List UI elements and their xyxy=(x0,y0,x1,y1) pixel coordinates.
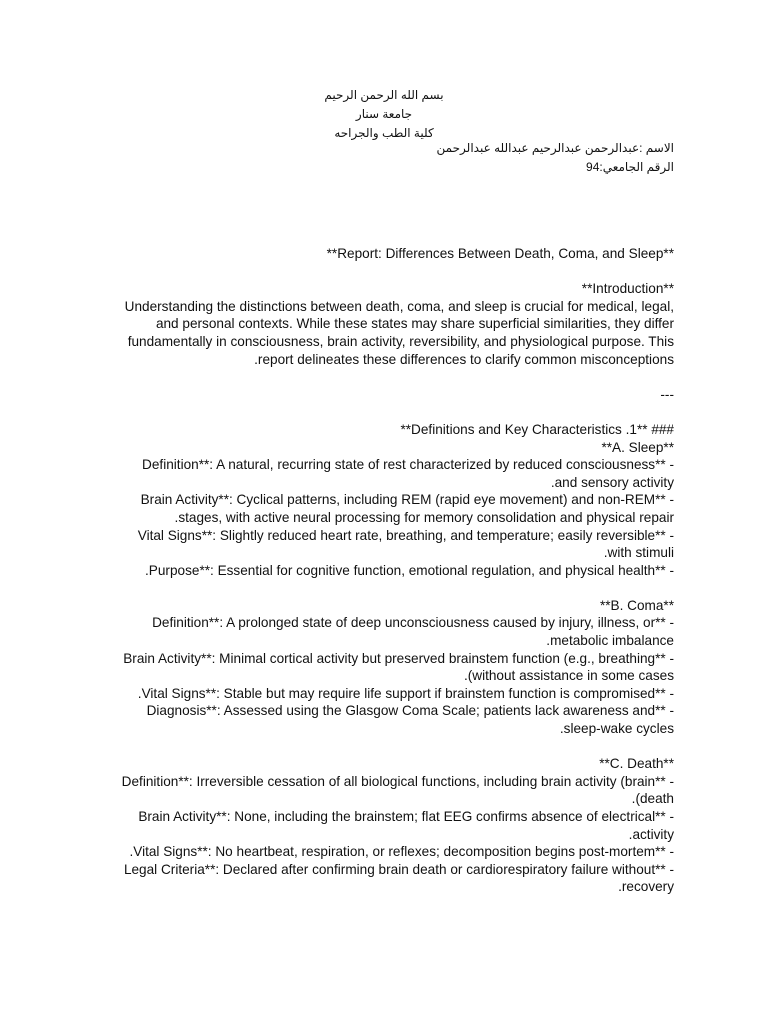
sleep-heading: **A. Sleep** xyxy=(601,439,674,455)
death-line: .activity xyxy=(628,826,674,842)
document-header xyxy=(0,86,768,143)
student-info xyxy=(437,139,674,177)
basmala: بسم الله الرحمن الرحيم xyxy=(324,88,444,102)
intro-line: Understanding the distinctions between death, coma, and sleep is crucial for medical, legal, xyxy=(124,298,674,314)
coma-line: Brain Activity**: Minimal cortical activity but preserved brainstem function (e.g., breathing** - xyxy=(123,650,674,666)
death-line: .recovery xyxy=(618,879,674,895)
coma-line: Definition**: A prolonged state of deep unconsciousness caused by injury, illness, or** - xyxy=(152,615,674,631)
sleep-line: .with stimuli xyxy=(603,545,674,561)
death-line: .(death xyxy=(631,791,674,807)
death-line: Legal Criteria**: Declared after confirming brain death or cardiorespiratory failure without** - xyxy=(123,861,674,877)
university-name: جامعة سنار xyxy=(355,107,413,121)
sleep-line: .and sensory activity xyxy=(550,474,674,490)
sleep-line: Brain Activity**: Cyclical patterns, including REM (rapid eye movement) and non-REM** - xyxy=(140,492,674,508)
report-title: **Report: Differences Between Death, Coma, and Sleep** xyxy=(326,246,674,261)
sleep-line: .stages, with active neural processing for memory consolidation and physical repair xyxy=(174,509,674,525)
intro-line: fundamentally in consciousness, brain activity, reversibility, and physiological purpose. This xyxy=(127,333,674,349)
intro-line: .report delineates these differences to clarify common misconceptions xyxy=(254,351,674,367)
sleep-line: Definition**: A natural, recurring state of rest characterized by reduced consciousness** - xyxy=(142,457,674,473)
coma-line: .Vital Signs**: Stable but may require life support if brainstem function is compromised** - xyxy=(137,685,674,701)
intro-line: and personal contexts. While these states may share superficial similarities, they differ xyxy=(155,316,674,332)
intro-heading: **Introduction** xyxy=(581,281,674,297)
death-line: .Vital Signs**: No heartbeat, respiration, or reflexes; decomposition begins post-mortem** - xyxy=(129,844,674,860)
section1-heading: **Definitions and Key Characteristics .1** ### xyxy=(400,421,674,437)
coma-line: .sleep-wake cycles xyxy=(559,721,674,737)
death-line: Definition**: Irreversible cessation of all biological functions, including brain activity (brain** - xyxy=(121,773,674,789)
death-line: Brain Activity**: None, including the brainstem; flat EEG confirms absence of electrical** - xyxy=(138,809,674,824)
student-name: الاسم :عبدالرحمن عبدالرحيم عبدالله عبدالرحمن xyxy=(436,141,674,155)
report-body xyxy=(96,245,674,896)
separator: --- xyxy=(660,386,674,402)
coma-heading: **B. Coma** xyxy=(599,597,674,613)
coma-line: .metabolic imbalance xyxy=(546,633,674,649)
faculty-name: كلية الطب والجراحه xyxy=(334,126,434,140)
sleep-line: Vital Signs**: Slightly reduced heart rate, breathing, and temperature; easily reversible** - xyxy=(137,527,674,543)
coma-line: Diagnosis**: Assessed using the Glasgow Coma Scale; patients lack awareness and** - xyxy=(146,703,674,719)
coma-line: .(without assistance in some cases xyxy=(463,668,674,684)
student-id: الرقم الجامعي:94 xyxy=(586,160,674,174)
death-heading: **C. Death** xyxy=(599,756,674,772)
sleep-line: .Purpose**: Essential for cognitive function, emotional regulation, and physical health** - xyxy=(145,562,674,578)
